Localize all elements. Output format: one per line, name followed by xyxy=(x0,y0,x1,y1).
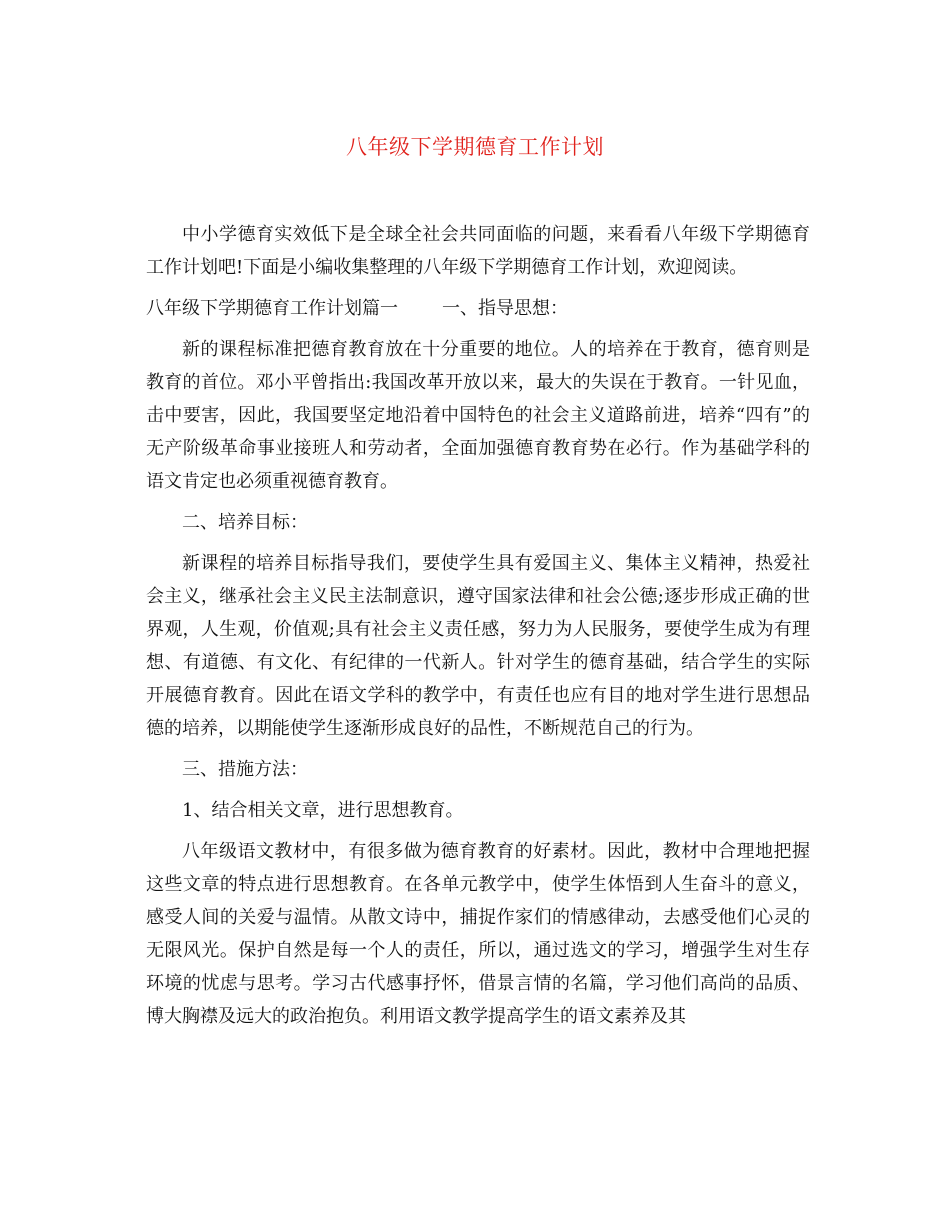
sub-heading-related-articles: 1、结合相关文章，进行思想教育。 xyxy=(182,800,464,821)
heading-measures: 三、措施方法： xyxy=(182,759,308,780)
paragraph-measures: 八年级语文教材中，有很多做为德育教育的好素材。因此，教材中合理地把握这些文章的特点进行思想教育。在各单元教学中，使学生体悟到人生奋斗的意义，感受人间的关爱与温情。从散文诗中，捕捉作家们的情感律动，去感受他们心灵的无限风光。保护自然是每一个人的责任，所以，通过选文的学习，增强学生对生存环境的忧虑与思考。学习古代感事抒怀，借景言情的名篇，学习他们高尚的品质、博大胸襟及远大的政治抱负。利用语文教学提高学生的语文素养及其 xyxy=(146,841,810,1027)
paragraph-training-goals: 新课程的培养目标指导我们，要使学生具有爱国主义、集体主义精神，热爱社会主义，继承社会主义民主法制意识，遵守国家法律和社会公德;逐步形成正确的世界观，人生观，价值观;具有社会主义责任感，努力为人民服务，要使学生成为有理想、有道德、有文化、有纪律的一代新人。针对学生的德育基础，结合学生的实际开展德育教育。因此在语文学科的教学中，有责任也应有目的地对学生进行思想品德的培养，以期能使学生逐渐形成良好的品性，不断规范自己的行为。 xyxy=(146,553,810,739)
section-heading: 八年级下学期德育工作计划篇一 xyxy=(146,298,398,319)
section-heading-line xyxy=(146,292,810,325)
heading-guiding-ideology: 一、指导思想： xyxy=(442,298,568,319)
heading-training-goals: 二、培养目标： xyxy=(182,512,308,533)
document-body xyxy=(146,218,810,1041)
paragraph-guiding-ideology: 新的课程标准把德育教育放在十分重要的地位。人的培养在于教育，德育则是教育的首位。邓小平曾指出:我国改革开放以来，最大的失误在于教育。一针见血，击中要害，因此，我国要坚定地沿着中国特色的社会主义道路前进，培养“四有”的无产阶级革命事业接班人和劳动者，全面加强德育教育势在必行。作为基础学科的语文肯定也必须重视德育教育。 xyxy=(146,339,810,492)
document-title: 八年级下学期德育工作计划 xyxy=(346,135,604,159)
intro-paragraph: 中小学德育实效低下是全球全社会共同面临的问题，来看看八年级下学期德育工作计划吧!下面是小编收集整理的八年级下学期德育工作计划，欢迎阅读。 xyxy=(146,224,810,278)
